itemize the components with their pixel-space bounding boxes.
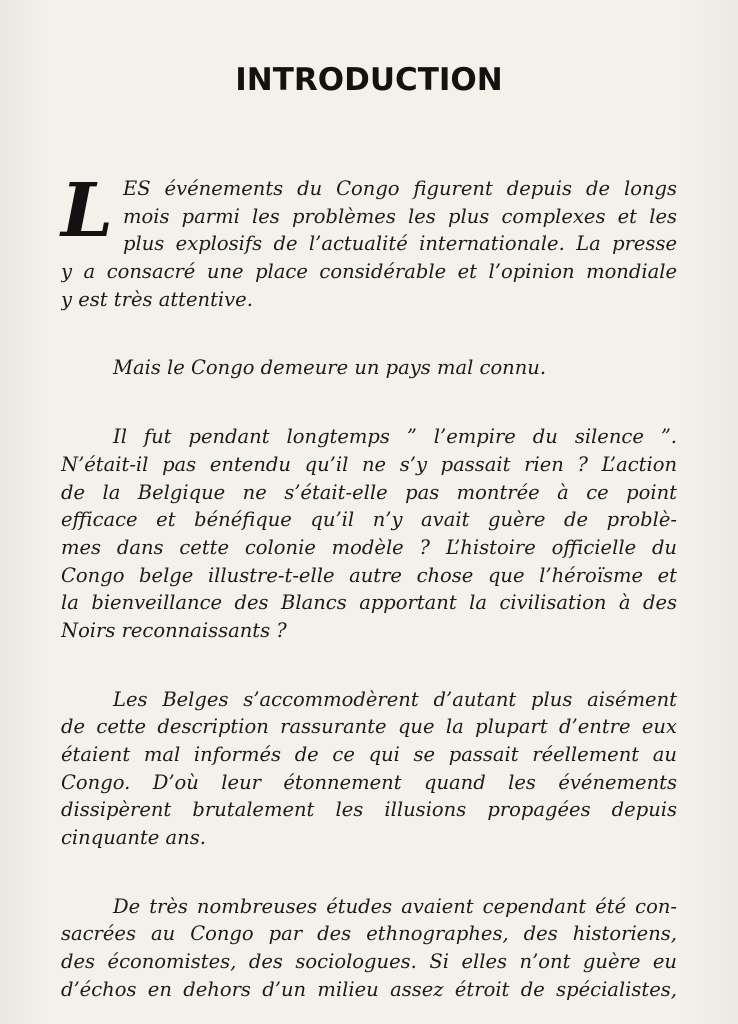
text-line: sacrées au Congo par des ethnographes, des historiens,: [61, 922, 677, 946]
page-title: INTRODUCTION: [235, 62, 503, 98]
text-line: la bienveillance des Blancs apportant la civilisation à des: [61, 591, 677, 615]
paragraph-2: [61, 354, 677, 382]
text-line: de cette description rassurante que la plupart d’entre eux: [61, 715, 677, 739]
text-line: d’échos en dehors d’un milieu assez étroit de spécialistes,: [61, 977, 677, 1001]
text-line: de la Belgique ne s’était-elle pas montrée à ce point: [61, 480, 677, 504]
text-line: ES événements du Congo figurent depuis de longs: [123, 177, 677, 200]
text-line: Noirs reconnaissants ?: [61, 618, 287, 642]
text-line: mois parmi les problèmes les plus complexes et les: [123, 204, 677, 228]
text-line: cinquante ans.: [61, 826, 206, 850]
text-line: mes dans cette colonie modèle ? L’histoire officielle du: [61, 535, 677, 559]
text-line: Congo belge illustre-t-elle autre chose que l’héroïsme et: [61, 563, 677, 587]
paragraph-5: [61, 893, 677, 1004]
text-line: De très nombreuses études avaient cependant été con-: [113, 894, 677, 918]
text-line: des économistes, des sociologues. Si elles n’ont guère eu: [61, 950, 677, 974]
text-line: Il fut pendant longtemps ” l’empire du silence ”.: [113, 425, 677, 449]
text-line: y a consacré une place considérable et l’opinion mondiale: [61, 260, 677, 284]
drop-cap: L: [61, 168, 114, 254]
body-text: [61, 168, 677, 1004]
paragraph-3: [61, 423, 677, 645]
text-line: Mais le Congo demeure un pays mal connu.: [113, 356, 547, 380]
text-line: plus explosifs de l’actualité internationale. La presse: [123, 232, 677, 256]
text-line: N’était-il pas entendu qu’il ne s’y passait rien ? L’action: [61, 452, 677, 476]
text-line: y est très attentive.: [61, 287, 253, 311]
paragraph-4: [61, 686, 677, 852]
text-line: Les Belges s’accommodèrent d’autant plus aisément: [113, 687, 677, 711]
text-line: dissipèrent brutalement les illusions propagées depuis: [61, 798, 677, 822]
text-line: Congo. D’où leur étonnement quand les événements: [61, 770, 677, 794]
text-line: étaient mal informés de ce qui se passait réellement au: [61, 743, 677, 766]
paragraph-1: [61, 168, 677, 313]
text-line: efficace et bénéfique qu’il n’y avait guère de problè-: [61, 508, 677, 532]
